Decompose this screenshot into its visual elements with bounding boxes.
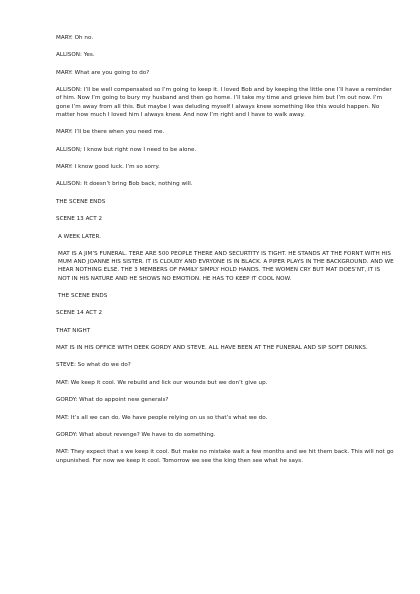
script-paragraph: THAT NIGHT: [56, 327, 91, 334]
script-paragraph: SCENE 13 ACT 2: [56, 216, 103, 223]
script-paragraph: GORDY: What do appoint new generals?: [56, 397, 169, 404]
script-paragraph: ALLISON: Yes.: [56, 52, 95, 59]
script-paragraph: ALLISON; I know but right now I need to be alone.: [56, 146, 197, 153]
script-paragraph: THE SCENE ENDS: [58, 292, 108, 299]
script-paragraph: ALLISON: I’ll be well compensated so I’m going to keep it. I loved Bob and by keeping the little one I’ll have a reminder of him. Now I’m going to bury my husband and then go home. I’ll take my time and grieve him but I’m out now. I’m gone I’m away from all this. But maybe I was deluding myself I always knew something like this would happen. No matter how much I loved him I always knew. And now I’m right and I have to walk away.: [56, 87, 392, 118]
script-paragraph: THE SCENE ENDS: [56, 198, 106, 205]
script-paragraph: SCENE 14 ACT 2: [56, 310, 103, 317]
script-paragraph: MAT: We keep it cool. We rebuild and lick our wounds but we don’t give up.: [56, 379, 268, 386]
script-paragraph: STEVE: So what do we do?: [56, 362, 131, 369]
script-paragraph: MAT IS A JIM’S FUNERAL. TERE ARE 500 PEOPLE THERE AND SECURTITY IS TIGHT. HE STANDS AT THE FORNT WITH HIS MUM AND JOANNE HIS SISTER. IT IS CLOUDY AND EVRYONE IS IN BLACK. A PIPER PLAYS IN THE BACKGROUND. AND WE HEAR NOTHING ELSE. THE 3 MEMBERS OF FAMILY SIMPLY HOLD HANDS. THE WOMEN CRY BUT MAT DOES’NT, IT IS NOT IN HIS NATURE AND HE SHOWS NO EMOTION. HE HAS TO KEEP IT COOL NOW.: [58, 250, 394, 282]
script-paragraph: MAT: It’s all we can do. We have people relying on us so that’s what we do.: [56, 414, 268, 421]
script-paragraph: MARY: Oh no.: [56, 35, 94, 41]
script-paragraph: MAT: They expect that s we keep it cool. But make no mistake wait a few months and we hit them back. This will not go unpunished. For now we keep it cool. Tomorrow we see the king then see what he says.: [56, 449, 394, 464]
script-paragraph: MARY: What are you going to do?: [56, 69, 150, 76]
script-paragraph: MARY: I know good luck. I’m so sorry.: [56, 163, 160, 170]
script-paragraph: MARY: I’ll be there when you need me.: [56, 129, 165, 136]
script-paragraph: A WEEK LATER.: [58, 233, 101, 240]
script-paragraph: GORDY: What about revenge? We have to do something.: [56, 432, 216, 439]
script-paragraph: ALLISON: It doesn’t bring Bob back, nothing will.: [56, 181, 193, 188]
script-paragraph: MAT IS IN HIS OFFICE WITH DEEK GORDY AND STEVE. ALL HAVE BEEN AT THE FUNERAL AND SIP SOFT DRINKS.: [56, 345, 368, 352]
script-body: [56, 34, 394, 465]
